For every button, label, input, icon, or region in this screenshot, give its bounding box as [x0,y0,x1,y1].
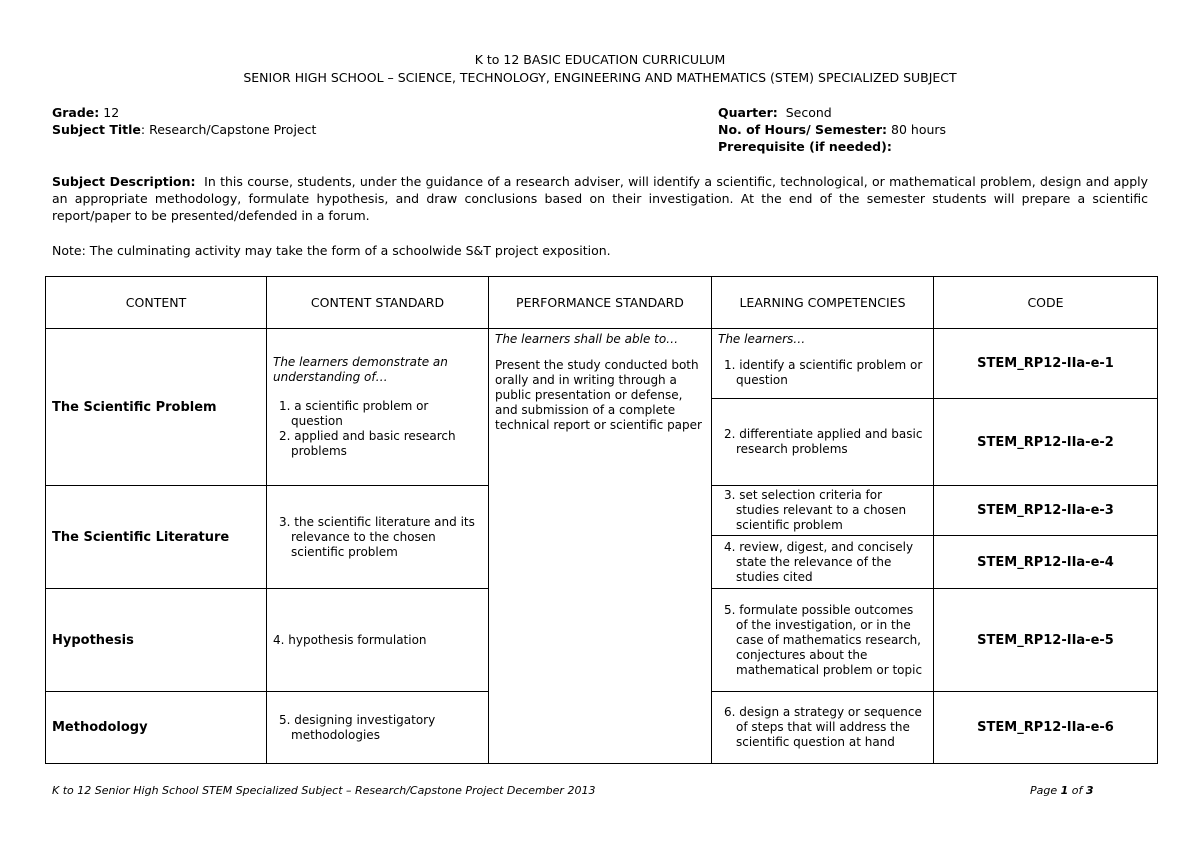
ps-text: Present the study conducted both orally and in writing through a public presentation or defense, and submission of a complete technical report or scientific paper [495,358,702,432]
code-cell: STEM_RP12-IIa-e-6 [934,692,1158,764]
header-performance-standard: PERFORMANCE STANDARD [489,277,712,329]
prerequisite-label: Prerequisite (if needed): [718,139,892,154]
page-number [1030,784,1094,797]
note: Note: The culminating activity may take the form of a schoolwide S&T project exposition. [52,243,611,258]
content-standard-cell [267,486,489,589]
code-cell: STEM_RP12-IIa-e-2 [934,399,1158,486]
description-text: In this course, students, under the guidance of a research adviser, will identify a scientific, technological, or mathematical problem, design and apply an appropriate methodology, formulate hypothesis, and draw conclusions based on their investigation. At the end of the semester students will prepare a scientific report/paper to be presented/defended in a forum. [52,174,1148,223]
header-code: CODE [934,277,1158,329]
subject-description [52,173,1148,224]
competency-cell [712,329,934,399]
curriculum-table [45,276,1158,764]
page-total: 3 [1085,784,1094,797]
cs-item: 2. applied and basic research problems [279,429,456,458]
ps-intro: The learners shall be able to… [495,332,679,346]
content-standard-cell [267,692,489,764]
curriculum-title: K to 12 BASIC EDUCATION CURRICULUM [474,52,726,67]
page-of: of [1071,784,1083,797]
hours-value: 80 hours [891,122,947,137]
hours-label: No. of Hours/ Semester: [718,122,888,137]
table-header-row [46,277,1158,329]
competency-text: 3. set selection criteria for studies relevant to a chosen scientific problem [724,488,907,532]
quarter-label: Quarter: [718,105,778,120]
description-label: Subject Description: [52,174,196,189]
competency-cell [712,536,934,589]
cs-item: 5. designing investigatory methodologies [279,712,436,742]
content-standard-cell [267,589,489,692]
code-cell: STEM_RP12-IIa-e-3 [934,486,1158,536]
meta-right [718,104,946,155]
table-row [46,329,1158,399]
competency-cell [712,486,934,536]
lc-intro: The learners… [718,332,806,346]
content-cell: Hypothesis [46,589,267,692]
page-prefix: Page [1030,784,1058,797]
cs-item: 3. the scientific literature and its relevance to the chosen scientific problem [279,514,475,559]
content-cell: The Scientific Problem [46,329,267,486]
subject-title-label: Subject Title [52,122,141,137]
code-cell: STEM_RP12-IIa-e-1 [934,329,1158,399]
code-cell: STEM_RP12-IIa-e-5 [934,589,1158,692]
competency-text: 2. differentiate applied and basic research problems [724,427,923,456]
cs-item: 1. a scientific problem or question [279,399,429,428]
grade-label: Grade: [52,105,100,120]
competency-text: 1. identify a scientific problem or question [724,358,923,387]
cs-intro: The learners demonstrate an understanding of… [273,355,448,384]
cs-item: 4. hypothesis formulation [273,632,427,647]
competency-cell [712,399,934,486]
competency-cell [712,589,934,692]
performance-standard-cell [489,329,712,764]
competency-text: 6. design a strategy or sequence of steps that will address the scientific question at hand [724,705,922,749]
curriculum-subtitle: SENIOR HIGH SCHOOL – SCIENCE, TECHNOLOGY, ENGINEERING AND MATHEMATICS (STEM) SPECIALIZED SUBJECT [243,70,957,85]
grade-value: 12 [103,105,120,120]
code-cell: STEM_RP12-IIa-e-4 [934,536,1158,589]
header-content: CONTENT [46,277,267,329]
subject-title-value: : Research/Capstone Project [140,122,317,137]
footer-left: K to 12 Senior High School STEM Specialized Subject – Research/Capstone Project December 2013 [52,784,596,797]
page-current: 1 [1060,784,1069,797]
content-cell: The Scientific Literature [46,486,267,589]
meta-left [52,104,316,138]
content-standard-cell [267,329,489,486]
quarter-value: Second [785,105,832,120]
content-cell: Methodology [46,692,267,764]
competency-text: 5. formulate possible outcomes of the investigation, or in the case of mathematics research, conjectures about the mathematical problem or topic [724,602,923,677]
header-content-standard: CONTENT STANDARD [267,277,489,329]
competency-cell [712,692,934,764]
header-learning-competencies: LEARNING COMPETENCIES [712,277,934,329]
competency-text: 4. review, digest, and concisely state the relevance of the studies cited [724,539,914,584]
